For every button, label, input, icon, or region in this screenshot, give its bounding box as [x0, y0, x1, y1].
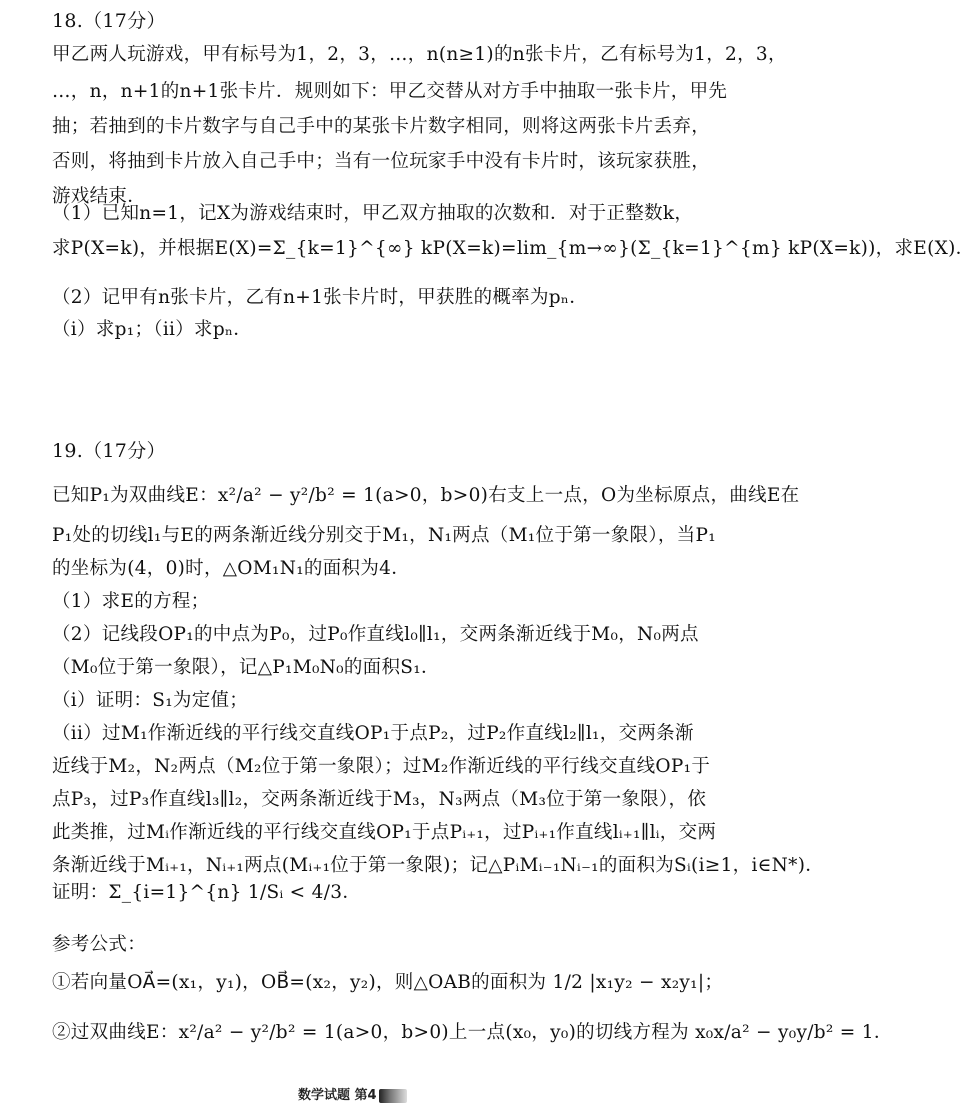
formula-1: ①若向量OA⃗=(x₁，y₁)，OB⃗=(x₂，y₂)，则△OAB的面积为 1/2 |x₁y₂ − x₂y₁|；	[52, 972, 724, 993]
q19-part2-ii-3: 点P₃，过P₃作直线l₃∥l₂，交两条渐近线于M₃，N₃两点（M₃位于第一象限），依	[52, 789, 707, 810]
q18-line-5: 游戏结束．	[52, 186, 147, 207]
q18-part2: （2）记甲有n张卡片，乙有n+1张卡片时，甲获胜的概率为pₙ．	[52, 287, 589, 308]
page-footer	[298, 1084, 407, 1103]
q19-part2-ii-1: （ii）过M₁作渐近线的平行线交直线OP₁于点P₂，过P₂作直线l₂∥l₁，交两条渐	[52, 723, 694, 744]
q19-line-3: 的坐标为(4，0)时，△OM₁N₁的面积为4．	[52, 558, 411, 579]
q19-part2-ii-4: 此类推，过Mᵢ作渐近线的平行线交直线OP₁于点Pᵢ₊₁，过Pᵢ₊₁作直线lᵢ₊₁∥lᵢ，交两	[52, 822, 717, 843]
scan-smudge	[379, 1089, 407, 1103]
q19-part2-ii-2: 近线于M₂，N₂两点（M₂位于第一象限）；过M₂作渐近线的平行线交直线OP₁于	[52, 756, 711, 777]
q19-header: 19.（17分）	[52, 440, 166, 462]
q19-part2: （2）记线段OP₁的中点为P₀，过P₀作直线l₀∥l₁，交两条渐近线于M₀，N₀两点	[52, 624, 699, 645]
q18-line-3: 抽；若抽到的卡片数字与自己手中的某张卡片数字相同，则将这两张卡片丢弃，	[52, 116, 711, 137]
q19-part2-cont: （M₀位于第一象限），记△P₁M₀N₀的面积S₁．	[52, 657, 440, 678]
q18-part1: （1）已知n=1，记X为游戏结束时，甲乙双方抽取的次数和．对于正整数k，	[52, 203, 694, 224]
formula-2: ②过双曲线E：x²/a² − y²/b² = 1(a>0，b>0)上一点(x₀，y₀)的切线方程为 x₀x/a² − y₀y/b² = 1．	[52, 1022, 893, 1043]
formula-header: 参考公式：	[52, 934, 147, 955]
q18-line-2: …，n，n+1的n+1张卡片．规则如下：甲乙交替从对方手中抽取一张卡片，甲先	[52, 81, 728, 102]
q19-line-1: 已知P₁为双曲线E：x²/a² − y²/b² = 1(a>0，b>0)右支上一点，O为坐标原点，曲线E在	[52, 485, 800, 506]
q18-line-1: 甲乙两人玩游戏，甲有标号为1，2，3，…，n(n≥1)的n张卡片，乙有标号为1，2，3，	[52, 44, 787, 65]
q19-part1: （1）求E的方程；	[52, 591, 210, 612]
q18-part2-sub: （i）求p₁；（ii）求pₙ．	[52, 319, 253, 340]
q18-line-4: 否则，将抽到卡片放入自己手中；当有一位玩家手中没有卡片时，该玩家获胜，	[52, 151, 711, 172]
q19-proof: 证明：Σ_{i=1}^{n} 1/Sᵢ < 4/3．	[52, 882, 362, 903]
q18-header: 18.（17分）	[52, 10, 166, 32]
q19-part2-ii-5: 条渐近线于Mᵢ₊₁，Nᵢ₊₁两点(Mᵢ₊₁位于第一象限)；记△PᵢMᵢ₋₁Nᵢ₋₁的面积为Sᵢ(i≥1，i∈N*)．	[52, 855, 825, 876]
q19-part2-i: （i）证明：S₁为定值；	[52, 690, 249, 711]
footer-text: 数学试题 第4	[298, 1088, 377, 1103]
q19-line-2: P₁处的切线l₁与E的两条渐近线分别交于M₁，N₁两点（M₁位于第一象限），当P₁	[52, 525, 716, 546]
q18-part1-formula: 求P(X=k)，并根据E(X)=Σ_{k=1}^{∞} kP(X=k)=lim_{m→∞}(Σ_{k=1}^{m} kP(X=k))，求E(X)．	[52, 238, 974, 259]
